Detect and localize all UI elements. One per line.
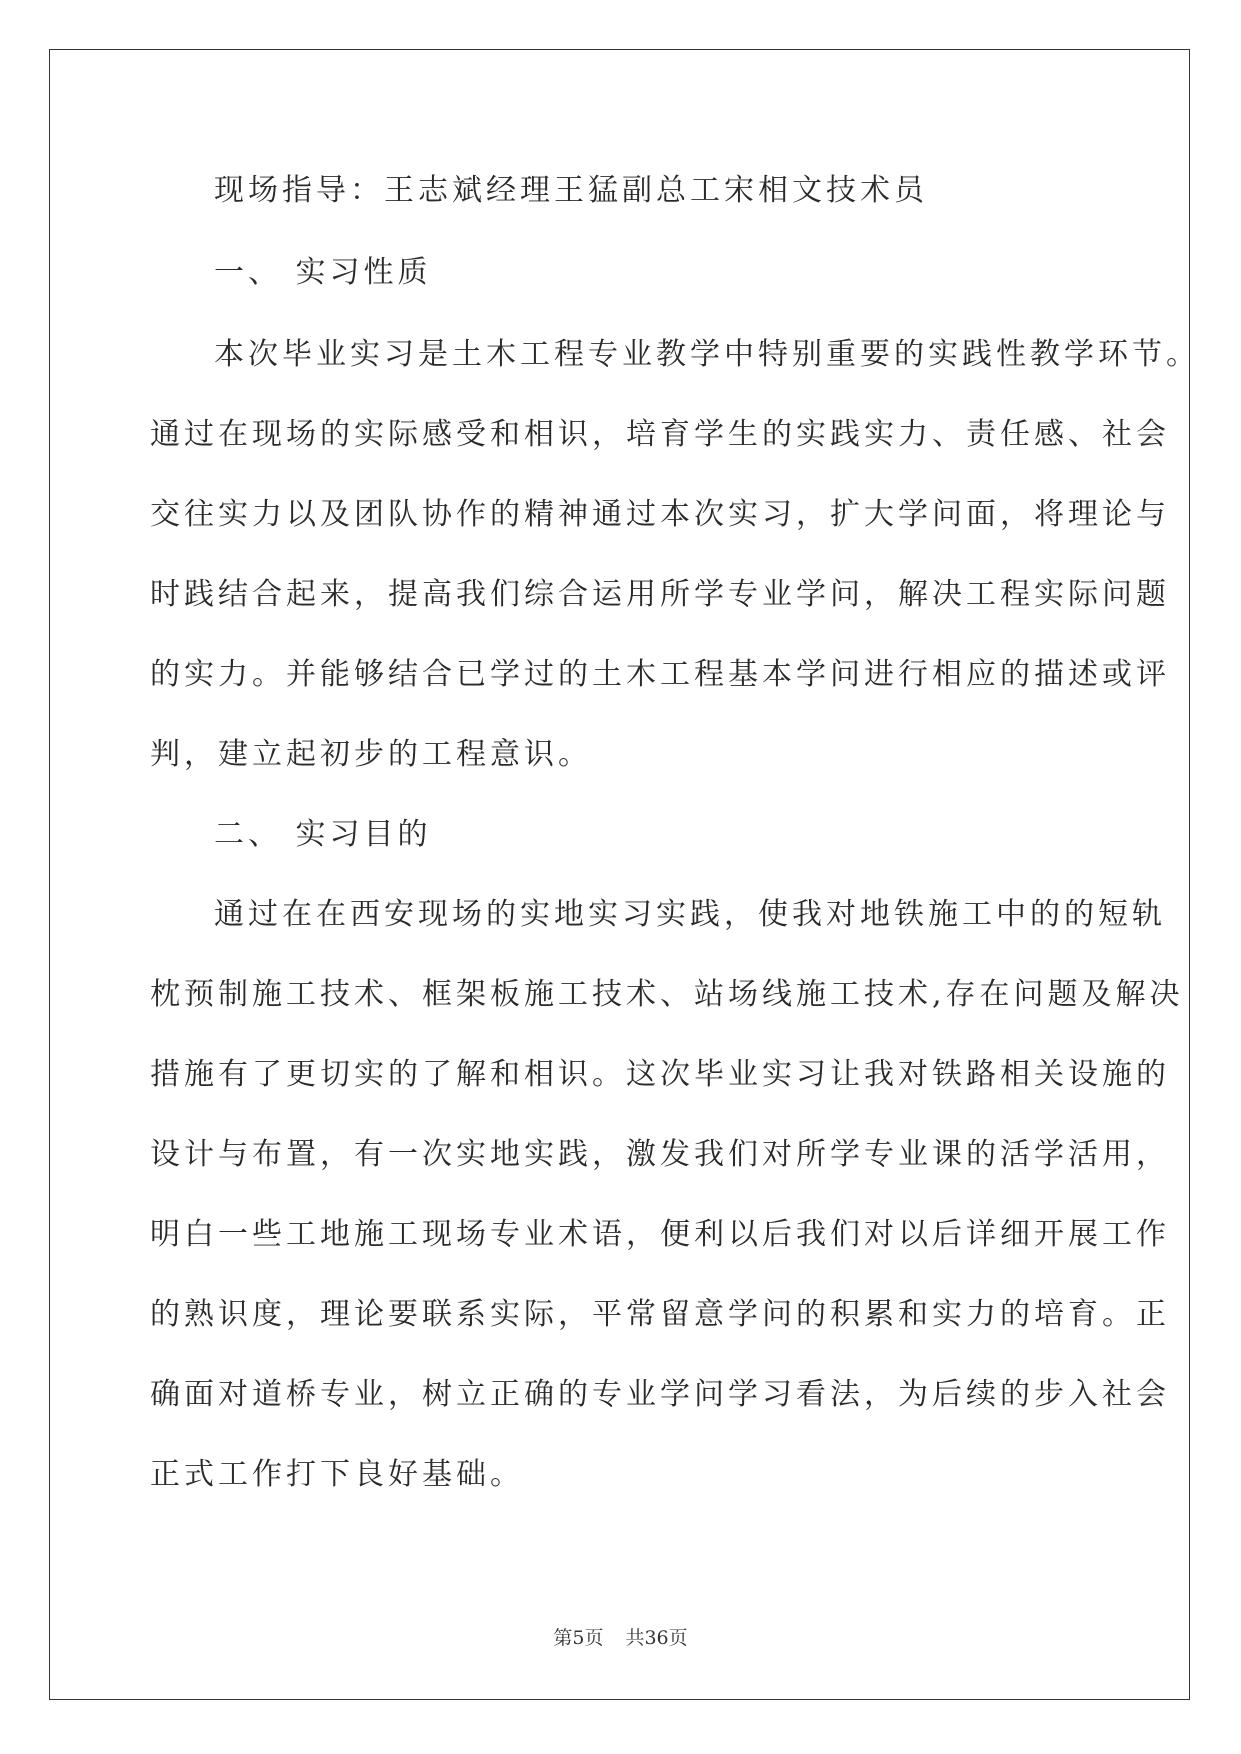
paragraph-line: 的实力。并能够结合已学过的土木工程基本学问进行相应的描述或评	[150, 657, 1170, 692]
page-footer	[0, 1626, 1241, 1650]
paragraph-line: 枕预制施工技术、框架板施工技术、站场线施工技术,存在问题及解决	[150, 977, 1184, 1012]
paragraph-line: 明白一些工地施工现场专业术语，便利以后我们对以后详细开展工作	[150, 1217, 1170, 1252]
paragraph-line: 措施有了更切实的了解和相识。这次毕业实习让我对铁路相关设施的	[150, 1057, 1170, 1092]
section-heading-nature: 一、 实习性质	[214, 255, 432, 290]
total-pages: 共36页	[625, 1627, 688, 1649]
paragraph-line: 时践结合起来，提高我们综合运用所学专业学问，解决工程实际问题	[150, 577, 1170, 612]
site-guidance-line: 现场指导：王志斌经理王猛副总工宋相文技术员	[214, 173, 928, 208]
paragraph-line: 的熟识度，理论要联系实际，平常留意学问的积累和实力的培育。正	[150, 1297, 1170, 1332]
page-number: 第5页	[553, 1627, 604, 1649]
paragraph-line: 正式工作打下良好基础。	[150, 1457, 524, 1492]
paragraph-line: 确面对道桥专业，树立正确的专业学问学习看法，为后续的步入社会	[150, 1377, 1170, 1412]
paragraph-line: 设计与布置，有一次实地实践，激发我们对所学专业课的活学活用，	[150, 1137, 1170, 1172]
paragraph-line: 本次毕业实习是土木工程专业教学中特别重要的实践性教学环节。	[214, 337, 1200, 372]
page-border	[49, 49, 1200, 1700]
paragraph-line: 判，建立起初步的工程意识。	[150, 737, 592, 772]
paragraph-line: 通过在现场的实际感受和相识，培育学生的实践实力、责任感、社会	[150, 417, 1170, 452]
paragraph-line: 通过在在西安现场的实地实习实践，使我对地铁施工中的的短轨	[214, 897, 1166, 932]
section-heading-purpose: 二、 实习目的	[214, 817, 432, 852]
paragraph-line: 交往实力以及团队协作的精神通过本次实习，扩大学问面，将理论与	[150, 497, 1170, 532]
